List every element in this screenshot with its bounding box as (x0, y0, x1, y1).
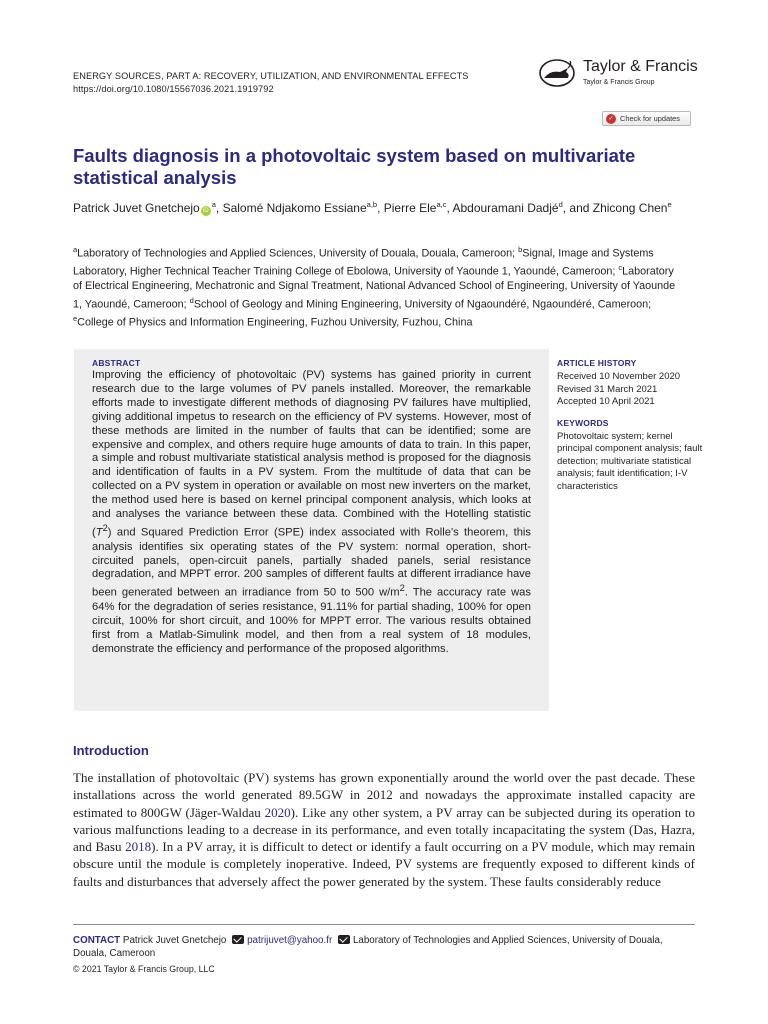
copyright: © 2021 Taylor & Francis Group, LLC (73, 964, 215, 974)
crossmark-icon: ✓ (606, 114, 616, 124)
article-sidebar (557, 358, 707, 493)
author-affiliation-marker: d (558, 200, 563, 209)
revised-date: Revised 31 March 2021 (557, 383, 658, 395)
introduction-heading: Introduction (73, 743, 149, 758)
keywords-heading: KEYWORDS (557, 417, 609, 428)
publisher-group: Taylor & Francis Group (583, 79, 655, 86)
author-name[interactable]: Zhicong Chen (592, 201, 668, 215)
accepted-date: Accepted 10 April 2021 (557, 396, 655, 407)
publisher-name: Taylor & Francis (583, 58, 698, 75)
publisher-logo[interactable] (538, 58, 698, 88)
contact-label: CONTACT (73, 935, 121, 946)
address-icon (338, 935, 350, 944)
contact-address: Laboratory of Technologies and Applied Sciences, University of Douala, Douala, Cameroon (73, 935, 663, 959)
article-title: Faults diagnosis in a photovoltaic system based on multivariate statistical analysis (73, 145, 636, 188)
affiliation-marker: d (189, 295, 194, 305)
journal-name: ENERGY SOURCES, PART A: RECOVERY, UTILIZATION, AND ENVIRONMENTAL EFFECTS (73, 71, 469, 81)
author-affiliation-marker: a,c (436, 200, 447, 209)
abstract-text: Improving the efficiency of photovoltaic (PV) systems has gained priority in current research due to the large volumes of PV panels installed. Moreover, the remarkable efforts made to investigate different methods of diagnosing PV failures have multiplied, giving additional impetus to research on the efficiency of PV systems. However, most of these methods are limited in the number of faults that can be identified; some are expensive and complex, and others require huge amounts of data to train. In this paper, a simple and robust multivariate statistical analysis method is proposed for the diagnosis and identification of faults in a PV system. From the multitude of data that can be collected on a PV system in operation or available on most new inverters on the market, the method used here is based on kernel principal component analysis, which looks at and analyses the variance between these data. Combined with the Hotelling statistic $(T^2)$ and Squared Prediction Error (SPE) index associated with Rolle's theorem, this analysis identifies six operating states of the PV system: normal operation, short-circuited panels, open-circuit panels, partially shaded panels, serial resistance degradation, and MPPT error. 200 samples of different faults at different irradiance have been generated between an irradiance from 50 to 500 $w/m^2$. The accuracy rate was 64% for the degradation of series resistance, 91.11% for partial shading, 100% for open circuit, 100% for short circuit, and 100% for MPPT error. The various results obtained first from a Matlab-Simulink model, and then from a real system of 18 modules, demonstrate the efficiency and performance of the proposed algorithms. (92, 369, 531, 655)
orcid-icon[interactable]: iD (201, 206, 211, 216)
affiliation-marker: e (73, 313, 78, 323)
contact-info (73, 934, 695, 960)
citation-link[interactable]: 2018 (125, 839, 152, 855)
abstract-heading: ABSTRACT (92, 358, 141, 368)
article-history-heading: ARTICLE HISTORY (557, 358, 637, 368)
affiliation-marker: b (518, 245, 523, 254)
citation-link[interactable]: 2020 (264, 804, 291, 820)
footer-divider (73, 924, 695, 925)
author-affiliation-marker: e (667, 200, 672, 209)
email-icon (232, 935, 244, 944)
author-name[interactable]: Pierre Ele (383, 201, 437, 215)
author-affiliation-marker: a (211, 200, 216, 209)
received-date: Received 10 November 2020 (557, 371, 681, 382)
doi-link[interactable]: https://doi.org/10.1080/15567036.2021.1919792 (73, 84, 274, 94)
check-for-updates-label: Check for updates (620, 114, 680, 123)
author-name[interactable]: Patrick Juvet Gnetchejo (73, 201, 200, 215)
affiliation-text: Signal, Image and Systems Laboratory, Higher Technical Teacher Training College of Ebolowa, University of Yaounde 1, Yaoundé, Cameroon; (73, 247, 654, 278)
affiliations (73, 243, 683, 330)
contact-email-link[interactable]: patrijuvet@yahoo.fr (247, 935, 333, 946)
affiliation-marker: a (73, 245, 78, 254)
keywords-list: Photovoltaic system; kernel principal component analysis; fault detection; multivariate statistical analysis; fault identification; I-V characteristics (557, 430, 703, 492)
author-name[interactable]: Abdouramani Dadjé (452, 201, 559, 215)
introduction-paragraph: The installation of photovoltaic (PV) systems has grown exponentially around the world over the past decade. These installations across the world generated 89.5GW in 2012 and nowadays the approximate installed capacity are estimated to 800GW (Jäger-Waldau 2020). Like any other system, a PV array can be subjected during its operation to various malfunctions leading to a decrease in its performance, and even totally incapacitating the system (Das, Hazra, and Basu 2018). In a PV array, it is difficult to detect or identify a fault occurring on a PV module, which may remain obscure until the module is completely inoperative. Indeed, PV systems are frequently exposed to different kinds of faults and disturbances that adversely affect the power generated by the system. These faults considerably reduce (73, 770, 695, 889)
affiliation-text: College of Physics and Information Engineering, Fuzhou University, Fuzhou, China (77, 316, 473, 329)
affiliation-text: Laboratory of Electrical Engineering, Mechatronic and Signal Treatment, National Advanced School of Engineering, University of Yaounde 1, Yaoundé, Cameroon; (73, 265, 676, 311)
contact-name: Patrick Juvet Gnetchejo (122, 935, 227, 946)
affiliation-marker: c (618, 263, 623, 273)
affiliation-text: Laboratory of Technologies and Applied Sciences, University of Douala, Douala, Cameroon; (77, 247, 519, 260)
author-list: Patrick Juvet Gnetchejo $iD^a$, Salomé Ndjakomo Essiane$^{a,b}$, Pierre Ele$^{a,c}$, Abdouramani Dadjé$^d$, and Zhicong Chen$^e$ (73, 200, 672, 215)
abstract-box (74, 349, 549, 711)
journal-header (73, 70, 469, 96)
check-for-updates-button[interactable] (602, 111, 691, 126)
taylor-francis-lamp-icon (538, 58, 576, 88)
affiliation-text: School of Geology and Mining Engineering, University of Ngaoundéré, Ngaoundéré, Cameroon; (193, 298, 652, 311)
author-affiliation-marker: a,b (366, 200, 378, 209)
author-name[interactable]: Salomé Ndjakomo Essiane (222, 201, 367, 215)
